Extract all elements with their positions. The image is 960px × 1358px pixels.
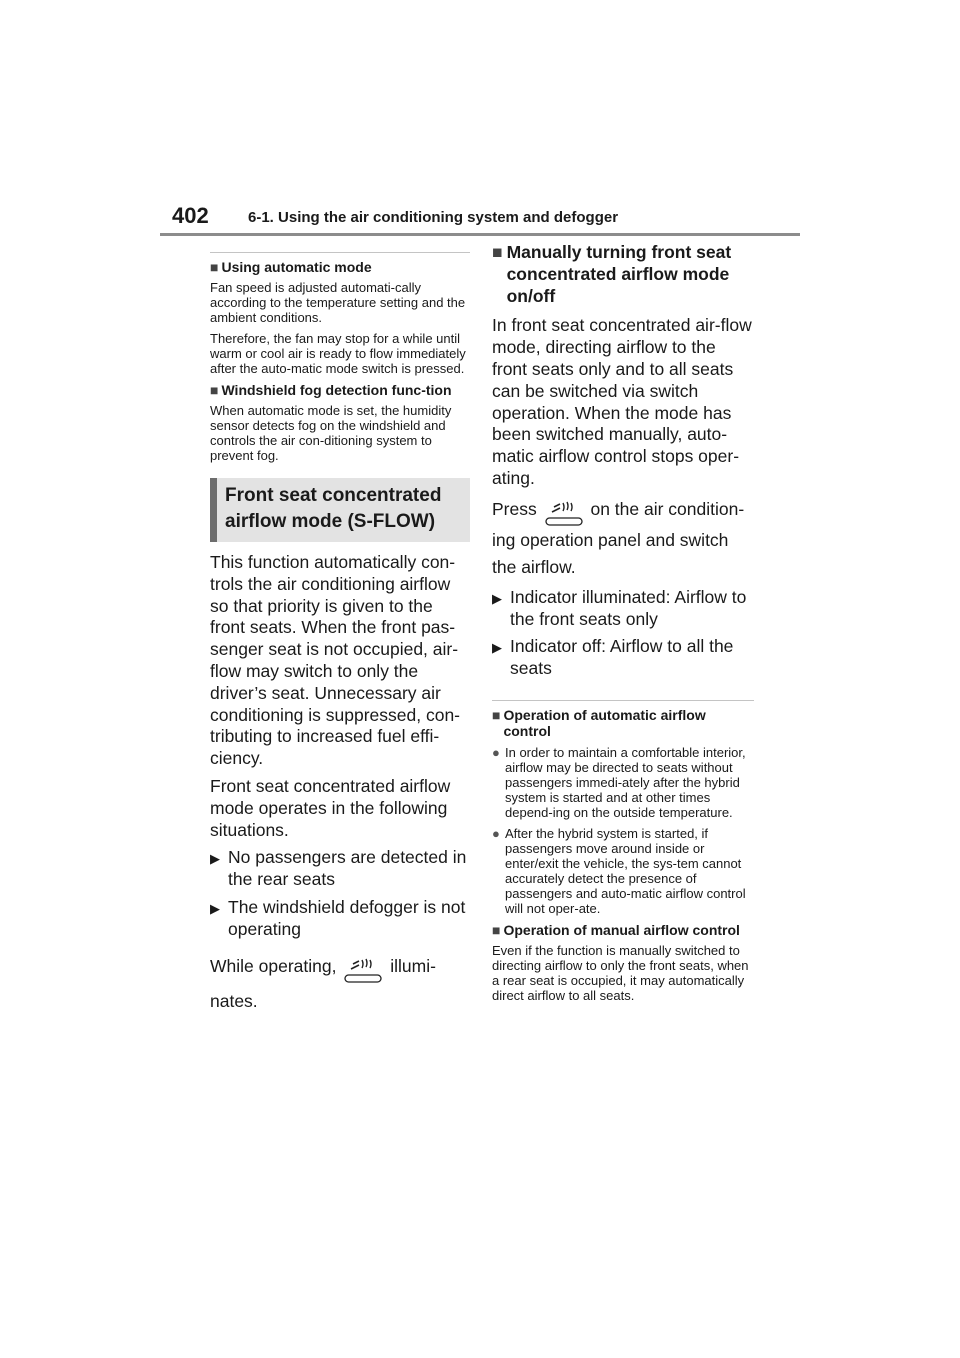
operates-paragraph: Front seat concentrated airflow mode operates in the following situations. [210,775,451,840]
while-operating-paragraph: While operating, illumi-nates. [210,955,436,1011]
manual-body [492,315,754,489]
circle-bullet-icon: ● [492,825,500,841]
list-item: ▶ No passengers are detected in the rear seats [210,847,467,890]
circle-bullet-icon: ● [492,744,500,760]
square-bullet-icon: ■ [492,242,503,262]
list-item: ● After the hybrid system is started, if passengers move around inside or enter/exit the vehicle, the sys-tem cannot accurately detect the presence of passengers and auto-matic airflow control will not oper-ate. [492,825,746,916]
page-header [160,200,800,236]
list-item: ▶ Indicator illuminated: Airflow to the front seats only [492,586,747,629]
section-divider [492,700,754,701]
triangle-bullet-icon: ▶ [492,640,502,656]
triangle-bullet-icon: ▶ [492,590,502,606]
automatic-airflow-heading: ■ Operation of automatic airflow control [492,706,706,739]
triangle-bullet-icon: ▶ [210,851,220,867]
square-bullet-icon: ■ [492,921,501,938]
fog-detection-text: When automatic mode is set, the humidity sensor detects fog on the windshield and controls the air con-ditioning system to prevent fog. [210,403,452,463]
section-divider [210,252,470,253]
press-paragraph: Press on the air condition-ing operation panel and switch the airflow. [492,498,745,577]
triangle-bullet-icon: ▶ [210,900,220,916]
s-flow-icon [544,499,584,527]
header-rule [160,233,800,236]
s-flow-body [210,552,470,841]
list-item: ▶ Indicator off: Airflow to all the seats [492,636,734,679]
list-item: ● In order to maintain a comfortable interior, airflow may be directed to seats without passengers immedi-ately after the hybrid system is started and at other times depend-ing on the outside temperature. [492,744,746,820]
section-title: Front seat concentrated airflow mode (S-FLOW) [210,478,470,542]
square-bullet-icon: ■ [492,706,501,723]
right-column [492,242,754,1009]
page-number: 402 [172,203,209,228]
intro-paragraph: This function automatically con-trols the air conditioning airflow so that priority is given to the front seats. When the front pas-senger seat is not occupied, air-flow may switch to only the driver’s seat. Unnecessary air conditioning is suppressed, con-tributing to increased fuel effi-ciency. [210,552,461,769]
manual-airflow-heading: ■ Operation of manual airflow control [492,921,740,938]
left-column [210,252,470,1018]
fog-detection-heading: ■ Windshield fog detection func-tion [210,382,452,398]
automatic-mode-heading: ■ Using automatic mode [210,259,372,275]
automatic-mode-text: Fan speed is adjusted automati-cally according to the temperature setting and the ambient conditions. Therefore, the fan may stop for a while until warm or cool air is ready to flow immediately after the auto-matic mode switch is pressed. [210,280,466,376]
manual-paragraph: In front seat concentrated air-flow mode, directing airflow to the front seats only and to all seats can be switched via switch operation. When the mode has been switched manually, auto-matic airflow control stops oper-ating. [492,315,752,488]
chapter-title: 6-1. Using the air conditioning system and defogger [248,209,619,226]
square-bullet-icon: ■ [210,382,219,398]
list-item: ▶ The windshield defogger is not operating [210,896,466,939]
manual-airflow-text: Even if the function is manually switched to directing airflow to only the front seats, when a rear seat is occupied, it may automatically direct airflow to all seats. [492,942,749,1003]
s-flow-icon [343,956,383,984]
square-bullet-icon: ■ [210,259,219,275]
manual-heading: ■ Manually turning front seat concentrated airflow mode on/off [492,242,732,306]
